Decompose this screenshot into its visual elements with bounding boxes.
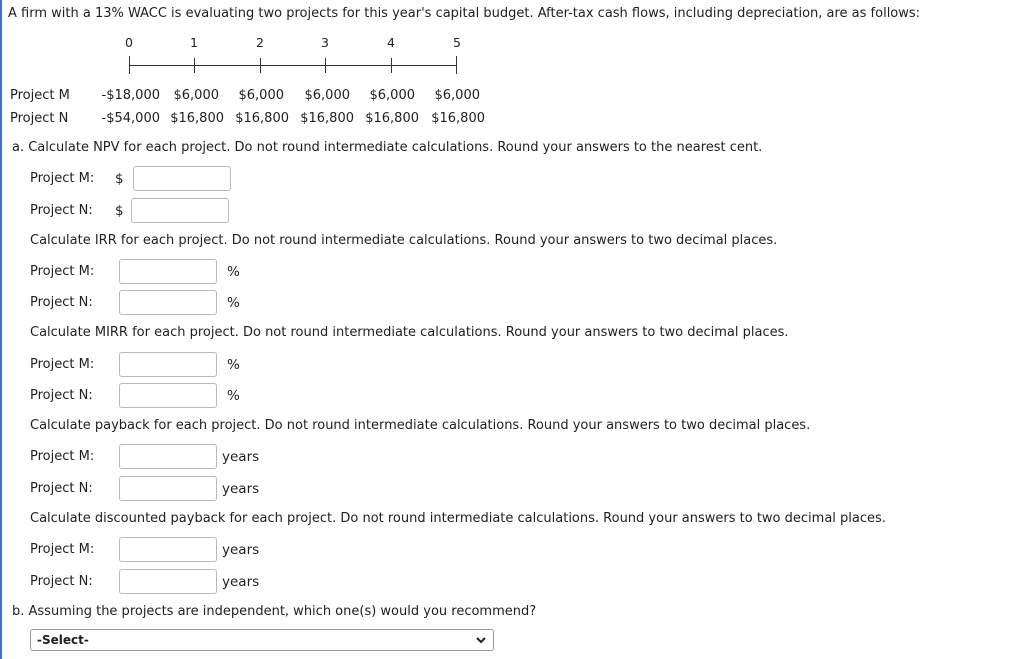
discounted-payback-input-project-m[interactable] — [119, 537, 217, 562]
cash-flow-value: $16,800 — [431, 111, 485, 126]
payback-label-n: Project N: — [30, 481, 93, 496]
mirr-question: Calculate MIRR for each project. Do not round intermediate calculations. Round your answers to two decimal places. — [30, 325, 789, 340]
problem-intro: A firm with a 13% WACC is evaluating two projects for this year's capital budget. After-tax cash flows, including depreciation, are as follows: — [8, 6, 921, 21]
timeline-period-label: 0 — [125, 35, 133, 50]
discounted-payback-question: Calculate discounted payback for each project. Do not round intermediate calculations. Round your answers to two decimal places. — [30, 511, 886, 526]
irr-input-project-n[interactable] — [119, 290, 217, 315]
npv-input-project-m[interactable] — [133, 166, 231, 191]
mirr-label-m: Project M: — [30, 357, 95, 372]
years-unit: years — [222, 574, 260, 590]
cash-flow-value: $6,000 — [173, 88, 219, 103]
npv-label-m: Project M: — [30, 171, 95, 186]
mirr-input-project-m[interactable] — [119, 352, 217, 377]
cash-flow-value: $16,800 — [170, 111, 224, 126]
percent-unit: % — [227, 388, 240, 404]
cash-flow-label-m: Project M — [10, 88, 70, 103]
payback-question: Calculate payback for each project. Do not round intermediate calculations. Round your answers to two decimal places. — [30, 418, 811, 433]
npv-question: a. Calculate NPV for each project. Do not round intermediate calculations. Round your answers to the nearest cent. — [12, 140, 763, 155]
years-unit: years — [222, 542, 260, 558]
irr-label-m: Project M: — [30, 264, 95, 279]
mirr-input-project-n[interactable] — [119, 383, 217, 408]
years-unit: years — [222, 449, 260, 465]
discounted-payback-input-project-n[interactable] — [119, 569, 217, 594]
payback-input-project-n[interactable] — [119, 476, 217, 501]
cash-flow-value: $6,000 — [369, 88, 415, 103]
cash-flow-value: $16,800 — [365, 111, 419, 126]
cash-flow-value: $6,000 — [304, 88, 350, 103]
cash-flow-value: $6,000 — [238, 88, 284, 103]
cash-flow-value: $16,800 — [235, 111, 289, 126]
cash-flow-value: -$54,000 — [101, 111, 160, 126]
npv-input-project-n[interactable] — [131, 198, 229, 223]
cash-flow-value: -$18,000 — [101, 88, 160, 103]
cash-flow-label-n: Project N — [10, 111, 69, 126]
payback-label-m: Project M: — [30, 449, 95, 464]
recommendation-select[interactable] — [30, 629, 494, 651]
irr-label-n: Project N: — [30, 295, 93, 310]
cash-flow-value: $16,800 — [300, 111, 354, 126]
years-unit: years — [222, 481, 260, 497]
cash-flow-value: $6,000 — [434, 88, 480, 103]
irr-input-project-m[interactable] — [119, 259, 217, 284]
discounted-payback-label-n: Project N: — [30, 574, 93, 589]
timeline-period-label: 2 — [256, 35, 264, 50]
timeline-period-label: 4 — [387, 35, 395, 50]
mirr-label-n: Project N: — [30, 388, 93, 403]
irr-question: Calculate IRR for each project. Do not round intermediate calculations. Round your answers to two decimal places. — [30, 233, 778, 248]
chevron-down-icon — [475, 634, 487, 646]
recommendation-question: b. Assuming the projects are independent, which one(s) would you recommend? — [12, 604, 537, 619]
dollar-sign: $ — [115, 203, 124, 219]
percent-unit: % — [227, 357, 240, 373]
payback-input-project-m[interactable] — [119, 444, 217, 469]
dollar-sign: $ — [115, 171, 124, 187]
npv-label-n: Project N: — [30, 203, 93, 218]
percent-unit: % — [227, 295, 240, 311]
timeline-period-label: 3 — [321, 35, 329, 50]
timeline-period-label: 5 — [453, 35, 461, 50]
percent-unit: % — [227, 264, 240, 280]
select-value: -Select- — [37, 633, 89, 647]
discounted-payback-label-m: Project M: — [30, 542, 95, 557]
timeline-period-label: 1 — [190, 35, 198, 50]
